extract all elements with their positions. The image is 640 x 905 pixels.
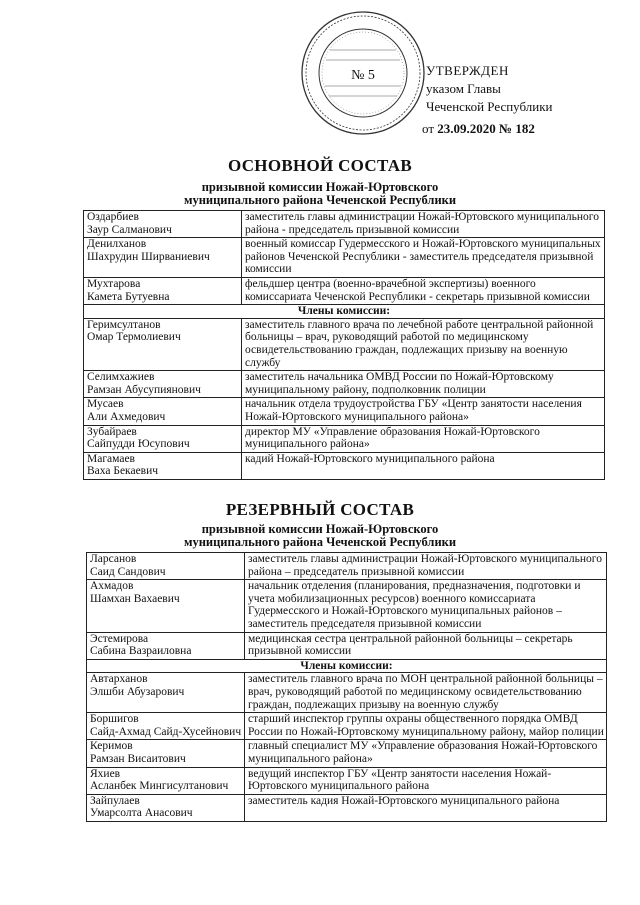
person-role: начальник отдела трудоустройства ГБУ «Центр занятости населения Ножай-Юртовского муниципального района»	[242, 398, 605, 425]
reserve-subtitle-1: призывной комиссии Ножай-Юртовского	[201, 522, 439, 536]
person-given-name: Элшби Абузарович	[90, 685, 185, 698]
person-surname: Денилханов	[87, 238, 147, 251]
person-role: медицинская сестра центральной районной больницы – секретарь призывной комиссии	[245, 632, 607, 659]
approval-date-number: 23.09.2020 № 182	[437, 121, 535, 136]
person-role: старший инспектор группы охраны общественного порядка ОМВД России по Ножай-Юртовскому муниципальному району, майор полиции	[245, 713, 607, 740]
person-given-name: Рамзан Висаитович	[90, 752, 186, 765]
roster-row	[87, 580, 607, 632]
roster-row	[87, 740, 607, 767]
person-role: заместитель главного врача по лечебной работе центральной районной больницы – врач, руководящий работой по медицинскому освидетельствованию граждан, подлежащих призыву на военную службу	[242, 318, 605, 370]
members-header-row	[87, 659, 607, 673]
person-given-name: Умарсолта Анасович	[90, 807, 193, 820]
person-surname: Эстемирова	[90, 632, 149, 645]
roster-row	[87, 673, 607, 713]
person-name-cell	[84, 211, 242, 238]
person-name-cell	[87, 632, 245, 659]
person-surname: Магамаев	[87, 452, 135, 465]
approval-line3: Чеченской Республики	[426, 99, 553, 114]
reserve-subtitle-2: муниципального района Чеченской Республики	[183, 535, 457, 549]
person-surname: Автарханов	[90, 673, 148, 686]
roster-row	[87, 632, 607, 659]
person-role: кадий Ножай-Юртовского муниципального района	[242, 452, 605, 479]
roster-row	[84, 238, 605, 278]
person-surname: Ахмадов	[90, 580, 134, 593]
person-name-cell	[87, 740, 245, 767]
roster-row	[87, 553, 607, 580]
roster-row	[84, 371, 605, 398]
person-role: начальник отделения (планирования, предназначения, подготовки и учета мобилизационных ресурсов) военного комиссариата Гудермесского и Ножай-Юртовского муниципальных районов – заместитель председателя призывной комиссии	[245, 580, 607, 632]
roster-row	[84, 318, 605, 370]
person-name-cell	[84, 238, 242, 278]
members-header: Члены комиссии:	[84, 305, 605, 319]
person-name-cell	[87, 580, 245, 632]
person-given-name: Шамхан Вахаевич	[90, 592, 180, 605]
person-given-name: Заур Салманович	[87, 223, 172, 236]
roster-row	[84, 425, 605, 452]
roster-row	[84, 398, 605, 425]
person-surname: Зайпулаев	[90, 794, 140, 807]
person-name-cell	[84, 398, 242, 425]
roster-row	[87, 794, 607, 821]
roster-row	[84, 211, 605, 238]
person-surname: Зубайраев	[87, 425, 137, 438]
person-role: заместитель главы администрации Ножай-Юртовского муниципального района – председатель призывной комиссии	[245, 553, 607, 580]
roster-row	[87, 767, 607, 794]
person-role: фельдшер центра (военно-врачебной экспертизы) военного комиссариата Чеченской Республики - секретарь призывной комиссии	[242, 277, 605, 304]
person-given-name: Камета Бутуевна	[87, 290, 170, 303]
stamp-number: № 5	[351, 68, 375, 83]
person-surname: Оздарбиев	[87, 211, 139, 223]
person-surname: Геримсултанов	[87, 318, 161, 331]
person-role: заместитель кадия Ножай-Юртовского муниципального района	[245, 794, 607, 821]
person-name-cell	[84, 371, 242, 398]
person-role: директор МУ «Управление образования Ножай-Юртовского муниципального района»	[242, 425, 605, 452]
reserve-title: РЕЗЕРВНЫЙ СОСТАВ	[225, 500, 415, 519]
approval-block	[422, 62, 553, 136]
person-surname: Керимов	[90, 740, 133, 753]
person-surname: Яхиев	[90, 767, 121, 780]
person-name-cell	[87, 767, 245, 794]
members-header: Члены комиссии:	[87, 659, 607, 673]
approval-line2: указом Главы	[426, 81, 501, 96]
person-given-name: Рамзан Абусупиянович	[87, 383, 201, 396]
person-role: заместитель начальника ОМВД России по Ножай-Юртовскому муниципальному району, подполковник полиции	[242, 371, 605, 398]
official-seal	[300, 10, 426, 136]
person-name-cell	[87, 794, 245, 821]
person-given-name: Сабина Вазраиловна	[90, 645, 192, 658]
roster-row	[84, 277, 605, 304]
person-name-cell	[84, 318, 242, 370]
reserve-roster-table	[86, 552, 607, 822]
person-surname: Селимхажиев	[87, 371, 155, 384]
person-given-name: Саид Сандович	[90, 565, 166, 578]
person-surname: Мухтарова	[87, 277, 141, 290]
person-surname: Мусаев	[87, 398, 124, 411]
members-header-row	[84, 305, 605, 319]
person-name-cell	[87, 553, 245, 580]
person-role: главный специалист МУ «Управление образования Ножай-Юртовского муниципального района»	[245, 740, 607, 767]
person-surname: Боршигов	[90, 713, 139, 726]
person-given-name: Али Ахмедович	[87, 410, 166, 423]
person-given-name: Сайпудди Юсупович	[87, 438, 190, 451]
approval-title: УТВЕРЖДЕН	[426, 63, 509, 78]
roster-row	[84, 452, 605, 479]
person-given-name: Шахрудин Ширваниевич	[87, 250, 210, 263]
person-name-cell	[84, 277, 242, 304]
person-surname: Ларсанов	[90, 553, 137, 565]
person-role: заместитель главного врача по МОН центральной районной больницы – врач, руководящий работой по медицинскому освидетельствованию граждан, подлежащих призыву на военную службу	[245, 673, 607, 713]
person-role: ведущий инспектор ГБУ «Центр занятости населения Ножай-Юртовского муниципального района	[245, 767, 607, 794]
person-given-name: Омар Термолиевич	[87, 331, 181, 344]
roster-row	[87, 713, 607, 740]
approval-decree	[422, 120, 535, 138]
person-given-name: Ваха Бекаевич	[87, 465, 159, 478]
person-given-name: Сайд-Ахмад Сайд-Хусейнович	[90, 725, 242, 738]
person-name-cell	[87, 713, 245, 740]
approval-date-prefix: от	[422, 121, 435, 136]
main-subtitle-1: призывной комиссии Ножай-Юртовского	[201, 180, 439, 194]
main-title: ОСНОВНОЙ СОСТАВ	[227, 156, 412, 175]
person-role: заместитель главы администрации Ножай-Юртовского муниципального района - председатель призывной комиссии	[242, 211, 605, 238]
main-subtitle-2: муниципального района Чеченской Республики	[183, 193, 457, 207]
person-name-cell	[87, 673, 245, 713]
person-name-cell	[84, 425, 242, 452]
person-name-cell	[84, 452, 242, 479]
main-roster-table	[83, 210, 605, 480]
person-role: военный комиссар Гудермесского и Ножай-Юртовского муниципальных районов Чеченской Республики - заместитель председателя призывной комиссии	[242, 238, 605, 278]
person-given-name: Асланбек Мингисултанович	[90, 780, 229, 793]
